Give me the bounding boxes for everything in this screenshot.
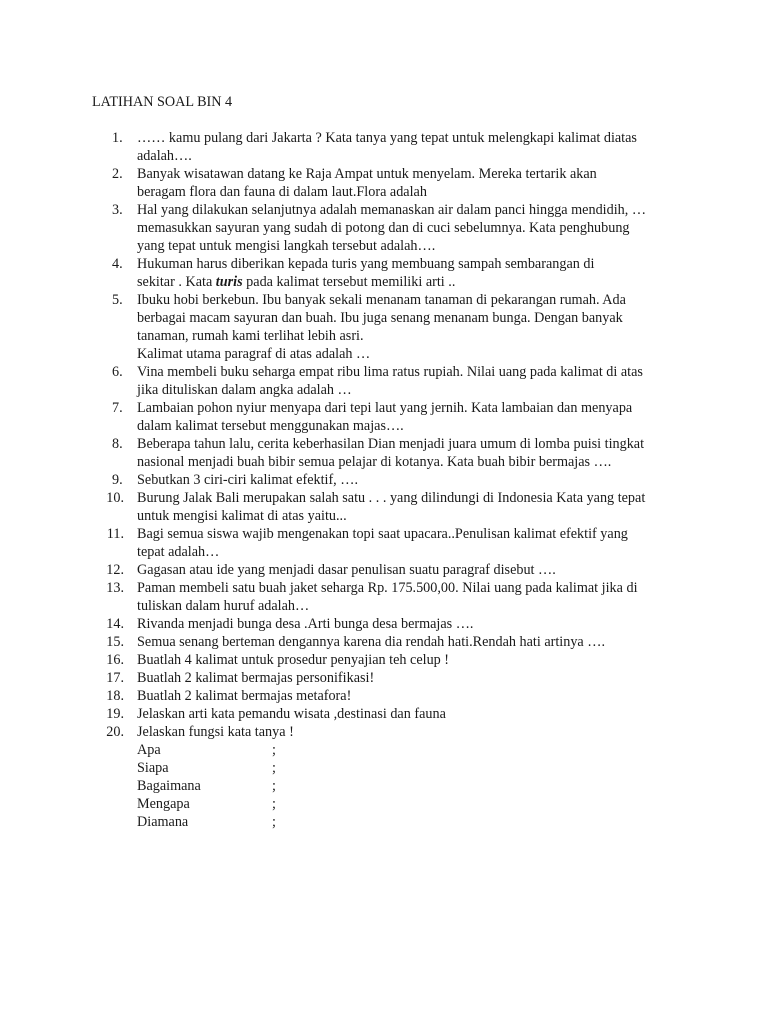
question-item xyxy=(92,561,682,579)
question-number: 4. xyxy=(112,256,123,272)
question-item xyxy=(92,165,682,201)
question-text xyxy=(137,291,682,363)
question-text xyxy=(137,165,682,201)
question-line: Jelaskan fungsi kata tanya ! xyxy=(137,724,294,740)
question-item xyxy=(92,489,682,525)
question-text xyxy=(137,615,682,633)
question-text xyxy=(137,471,682,489)
question-line: Buatlah 2 kalimat bermajas personifikasi! xyxy=(137,670,375,686)
document-title: LATIHAN SOAL BIN 4 xyxy=(92,94,233,110)
question-word: Diamana xyxy=(137,814,189,830)
question-line: Burung Jalak Bali merupakan salah satu . . . yang dilindungi di Indonesia Kata yang tepat xyxy=(137,490,646,506)
question-line: Ibuku hobi berkebun. Ibu banyak sekali menanam tanaman di pekarangan rumah. Ada xyxy=(137,292,626,308)
question-word: Apa xyxy=(137,742,161,758)
question-line: adalah…. xyxy=(137,148,192,164)
question-text xyxy=(137,129,682,165)
answer-separator: ; xyxy=(272,778,276,794)
question-item xyxy=(92,255,682,291)
question-item xyxy=(92,399,682,435)
question-number: 15. xyxy=(106,634,124,650)
question-line: Semua senang berteman dengannya karena dia rendah hati.Rendah hati artinya …. xyxy=(137,634,606,650)
question-number: 10. xyxy=(106,490,124,506)
question-text xyxy=(137,687,682,705)
question-item xyxy=(92,669,682,687)
question-text xyxy=(137,651,682,669)
question-number: 8. xyxy=(112,436,123,452)
question-number: 18. xyxy=(106,688,124,704)
question-number: 3. xyxy=(112,202,123,218)
question-line: Rivanda menjadi bunga desa .Arti bunga desa bermajas …. xyxy=(137,616,474,632)
question-number: 17. xyxy=(106,670,124,686)
question-number: 20. xyxy=(106,724,124,740)
question-number: 9. xyxy=(112,472,123,488)
question-text xyxy=(137,489,682,525)
question-item xyxy=(92,687,682,705)
question-line: Hal yang dilakukan selanjutnya adalah memanaskan air dalam panci hingga mendidih, … xyxy=(137,202,647,218)
question-line-part: pada kalimat tersebut memiliki arti .. xyxy=(242,274,456,290)
question-number: 12. xyxy=(106,562,124,578)
question-line: tepat adalah… xyxy=(137,544,220,560)
question-number: 1. xyxy=(112,130,123,146)
answer-separator: ; xyxy=(272,796,276,812)
question-item xyxy=(92,435,682,471)
question-line: Sebutkan 3 ciri-ciri kalimat efektif, …. xyxy=(137,472,359,488)
question-word: Siapa xyxy=(137,760,169,776)
question-text xyxy=(137,561,682,579)
answer-separator: ; xyxy=(272,742,276,758)
question-text xyxy=(137,363,682,399)
question-line: jika dituliskan dalam angka adalah … xyxy=(137,382,352,398)
question-number: 11. xyxy=(106,526,124,542)
question-item xyxy=(92,633,682,651)
question-line: tuliskan dalam huruf adalah… xyxy=(137,598,310,614)
question-line xyxy=(137,273,682,291)
question-text xyxy=(137,705,682,723)
question-text xyxy=(137,201,682,255)
question-line: nasional menjadi buah bibir semua pelajar di kotanya. Kata buah bibir bermajas …. xyxy=(137,454,612,470)
question-line: dalam kalimat tersebut menggunakan majas…. xyxy=(137,418,404,434)
question-line-part: sekitar . Kata xyxy=(137,274,216,290)
question-text xyxy=(137,399,682,435)
question-text xyxy=(137,669,682,687)
question-number: 19. xyxy=(106,706,124,722)
emphasized-word: turis xyxy=(215,274,243,290)
question-text xyxy=(137,579,682,615)
question-item xyxy=(92,705,682,723)
question-line: Buatlah 2 kalimat bermajas metafora! xyxy=(137,688,352,704)
question-item xyxy=(92,651,682,669)
question-number: 6. xyxy=(112,364,123,380)
question-item xyxy=(92,129,682,165)
question-item xyxy=(92,579,682,615)
question-text xyxy=(137,435,682,471)
question-text xyxy=(137,255,682,291)
question-item xyxy=(92,471,682,489)
question-word: Bagaimana xyxy=(137,778,201,794)
question-item xyxy=(92,525,682,561)
question-item xyxy=(92,201,682,255)
question-line: memasukkan sayuran yang sudah di potong dan di cuci sebelumnya. Kata penghubung xyxy=(137,220,630,236)
question-line: Vina membeli buku seharga empat ribu lima ratus rupiah. Nilai uang pada kalimat di atas xyxy=(137,364,643,380)
question-number: 2. xyxy=(112,166,123,182)
question-line: Beberapa tahun lalu, cerita keberhasilan Dian menjadi juara umum di lomba puisi tingkat xyxy=(137,436,645,452)
question-line: Bagi semua siswa wajib mengenakan topi saat upacara..Penulisan kalimat efektif yang xyxy=(137,526,628,542)
question-item xyxy=(92,615,682,633)
question-text xyxy=(137,525,682,561)
answer-separator: ; xyxy=(272,760,276,776)
question-line: Kalimat utama paragraf di atas adalah … xyxy=(137,346,371,362)
question-line: untuk mengisi kalimat di atas yaitu... xyxy=(137,508,347,524)
question-text xyxy=(137,723,682,741)
question-item xyxy=(92,723,682,741)
question-number: 13. xyxy=(106,580,124,596)
question-item xyxy=(92,363,682,399)
question-number: 5. xyxy=(112,292,123,308)
question-line: Buatlah 4 kalimat untuk prosedur penyajian teh celup ! xyxy=(137,652,450,668)
question-line: …… kamu pulang dari Jakarta ? Kata tanya yang tepat untuk melengkapi kalimat diatas xyxy=(137,130,637,146)
question-word: Mengapa xyxy=(137,796,190,812)
question-item xyxy=(92,291,682,363)
question-line: tanaman, rumah kami terlihat lebih asri. xyxy=(137,328,364,344)
question-line: Lambaian pohon nyiur menyapa dari tepi laut yang jernih. Kata lambaian dan menyapa xyxy=(137,400,633,416)
question-text xyxy=(137,633,682,651)
question-number: 7. xyxy=(112,400,123,416)
question-line: Gagasan atau ide yang menjadi dasar penulisan suatu paragraf disebut …. xyxy=(137,562,556,578)
question-number: 14. xyxy=(106,616,124,632)
question-line: Paman membeli satu buah jaket seharga Rp. 175.500,00. Nilai uang pada kalimat jika di xyxy=(137,580,638,596)
question-line: Banyak wisatawan datang ke Raja Ampat untuk menyelam. Mereka tertarik akan xyxy=(137,166,597,182)
question-line: Hukuman harus diberikan kepada turis yang membuang sampah sembarangan di xyxy=(137,256,595,272)
question-line: Jelaskan arti kata pemandu wisata ,destinasi dan fauna xyxy=(137,706,446,722)
question-line: yang tepat untuk mengisi langkah tersebut adalah…. xyxy=(137,238,436,254)
question-line: beragam flora dan fauna di dalam laut.Flora adalah xyxy=(137,184,427,200)
question-line: berbagai macam sayuran dan buah. Ibu juga senang menanam bunga. Dengan banyak xyxy=(137,310,623,326)
answer-separator: ; xyxy=(272,814,276,830)
question-number: 16. xyxy=(106,652,124,668)
